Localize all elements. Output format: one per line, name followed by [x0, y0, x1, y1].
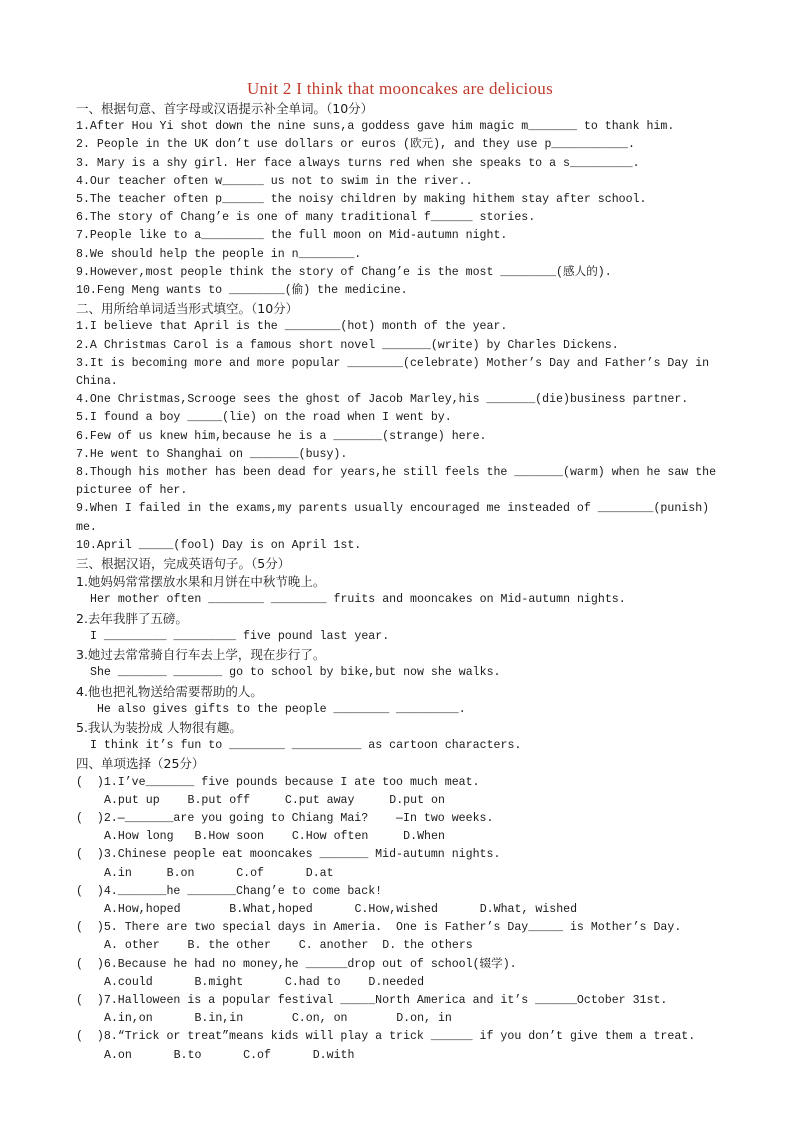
- mc-options: A. other B. the other C. another D. the others: [104, 939, 473, 953]
- question-line: 2. People in the UK don’t use dollars or euros (欧元), and they use p___________.: [76, 138, 635, 152]
- section-heading: 三、根据汉语，完成英语句子。（5分）: [76, 556, 291, 572]
- mc-options: A.in,on B.in,in C.on, on D.on, in: [104, 1012, 452, 1026]
- question-line: 2.A Christmas Carol is a famous short novel _______(write) by Charles Dickens.: [76, 338, 619, 352]
- mc-options: A.How long B.How soon C.How often D.When: [104, 830, 445, 844]
- worksheet-page: [76, 78, 724, 1065]
- mc-options: A.could B.might C.had to D.needed: [104, 975, 425, 989]
- question-line: 4.Our teacher often w______ us not to swim in the river..: [76, 174, 473, 188]
- mc-question: ( )6.Because he had no money,he ______drop out of school(辍学).: [76, 957, 517, 971]
- question-line: 7.People like to a_________ the full moon on Mid-autumn night.: [76, 229, 508, 243]
- mc-question: ( )5. There are two special days in Ameria. One is Father’s Day_____ is Mother’s Day.: [76, 921, 682, 935]
- english-sentence: I _________ _________ five pound last year.: [90, 629, 390, 643]
- chinese-prompt: 4.他也把礼物送给需要帮助的人。: [76, 683, 263, 699]
- mc-options: A.on B.to C.of D.with: [104, 1048, 355, 1062]
- section-heading: 一、根据句意、首字母或汉语提示补全单词。（10分）: [76, 101, 374, 116]
- question-line: 10.April _____(fool) Day is on April 1st.: [76, 538, 362, 552]
- mc-question: ( )2.—_______are you going to Chiang Mai? —In two weeks.: [76, 811, 494, 825]
- mc-options: A.put up B.put off C.put away D.put on: [104, 793, 445, 807]
- mc-question: ( )8.“Trick or treat”means kids will play a trick ______ if you don’t give them a treat.: [76, 1030, 696, 1044]
- question-line: 6.Few of us knew him,because he is a _______(strange) here.: [76, 429, 487, 443]
- chinese-prompt: 1.她妈妈常常摆放水果和月饼在中秋节晚上。: [76, 574, 326, 590]
- section-heading: 二、用所给单词适当形式填空。（10分）: [76, 301, 299, 317]
- english-sentence: I think it’s fun to ________ __________ as cartoon characters.: [90, 739, 522, 753]
- mc-question: ( )4._______he _______Chang’e to come back!: [76, 884, 383, 898]
- question-line: 3. Mary is a shy girl. Her face always turns red when she speaks to a s_________.: [76, 156, 640, 170]
- question-line: 4.One Christmas,Scrooge sees the ghost of Jacob Marley,his _______(die)business partner.: [76, 393, 689, 407]
- mc-question: ( )7.Halloween is a popular festival _____North America and it’s ______October 31st.: [76, 993, 668, 1007]
- chinese-prompt: 5.我认为装扮成 人物很有趣。: [76, 719, 242, 735]
- mc-question: ( )1.I’ve_______ five pounds because I ate too much meat.: [76, 775, 480, 789]
- section-1: [76, 100, 724, 300]
- question-line: 9.However,most people think the story of Chang’e is the most ________(感人的).: [76, 265, 612, 279]
- question-line: 7.He went to Shanghai on _______(busy).: [76, 447, 348, 461]
- question-line: 9.When I failed in the exams,my parents usually encouraged me insteaded of ________(punish) me.: [76, 502, 717, 534]
- question-line: 10.Feng Meng wants to ________(偷) the medicine.: [76, 284, 408, 298]
- chinese-prompt: 2.去年我胖了五磅。: [76, 610, 188, 626]
- page-title: Unit 2 I think that mooncakes are delicious: [246, 79, 554, 98]
- question-line: 8.Though his mother has been dead for years,he still feels the _______(warm) when he saw the pictureе of her.: [76, 466, 724, 498]
- section-4: [76, 755, 724, 1064]
- question-line: 5.The teacher often p______ the noisy children by making hithem stay after school.: [76, 193, 647, 207]
- mc-options: A.in B.on C.of D.at: [104, 866, 334, 880]
- english-sentence: He also gives gifts to the people ________ _________.: [90, 702, 466, 716]
- section-3: [76, 555, 724, 755]
- section-2: [76, 300, 724, 555]
- mc-question: ( )3.Chinese people eat mooncakes _______ Mid-autumn nights.: [76, 848, 501, 862]
- question-line: 5.I found a boy _____(lie) on the road when I went by.: [76, 411, 452, 425]
- question-line: 6.The story of Chang’e is one of many traditional f______ stories.: [76, 211, 536, 225]
- section-heading: 四、单项选择（25分）: [76, 756, 205, 772]
- mc-options: A.How,hoped B.What,hoped C.How,wished D.What, wished: [104, 902, 578, 916]
- question-line: 8.We should help the people in n________.: [76, 247, 362, 261]
- question-line: 1.I believe that April is the ________(hot) month of the year.: [76, 320, 508, 334]
- question-line: 3.It is becoming more and more popular ________(celebrate) Mother’s Day and Father’s Day in China.: [76, 356, 717, 389]
- english-sentence: Her mother often ________ ________ fruits and mooncakes on Mid-autumn nights.: [90, 593, 626, 607]
- english-sentence: She _______ _______ go to school by bike,but now she walks.: [90, 666, 501, 680]
- question-line: 1.After Hou Yi shot down the nine suns,a goddess gave him magic m_______ to thank him.: [76, 120, 675, 134]
- chinese-prompt: 3.她过去常常骑自行车去上学，现在步行了。: [76, 647, 326, 663]
